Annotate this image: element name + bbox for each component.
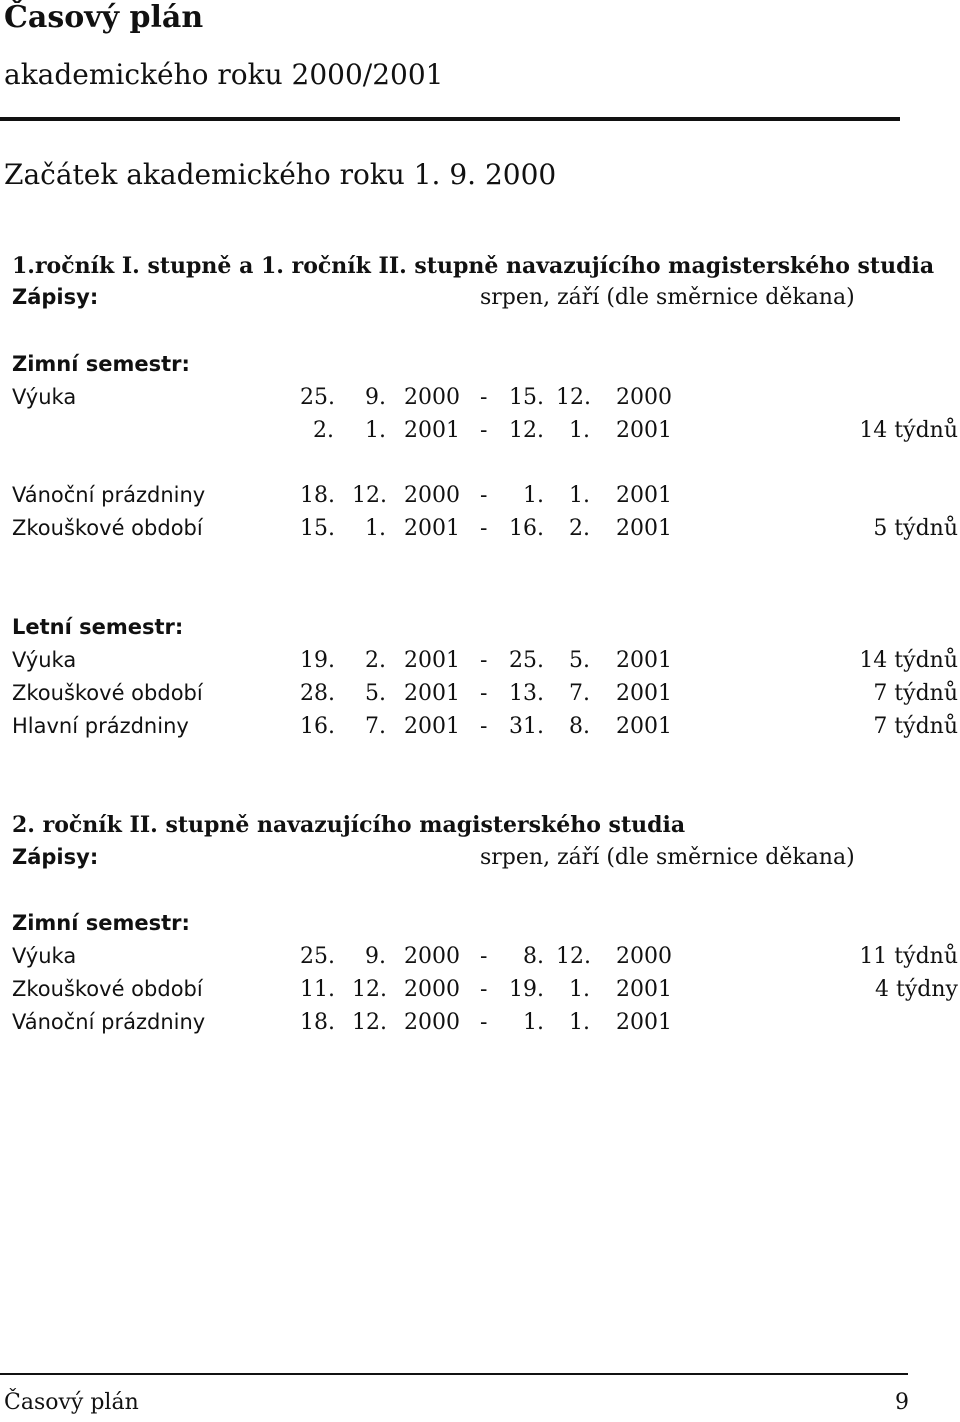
end-day: 25. [509, 648, 544, 673]
week-count: 11 týdnů [859, 944, 958, 969]
enrollment-label: Zápisy: [12, 285, 99, 309]
end-day: 8. [523, 944, 544, 969]
end-year: 2001 [616, 681, 672, 706]
row-label: Zkouškové období [12, 977, 203, 1001]
section-heading-text: 2. ročník II. stupně navazujícího magisterského studia [12, 812, 686, 838]
end-year: 2001 [616, 977, 672, 1002]
schedule-row [0, 977, 960, 1007]
range-dash: - [480, 681, 488, 706]
start-day: 15. [300, 516, 335, 541]
schedule-row [0, 714, 960, 744]
schedule-row [0, 385, 960, 415]
start-month: 9. [365, 385, 386, 410]
end-day: 12. [509, 418, 544, 443]
schedule-row [0, 483, 960, 513]
start-month: 1. [365, 516, 386, 541]
start-day: 19. [300, 648, 335, 673]
top-rule [0, 117, 900, 121]
end-day: 19. [509, 977, 544, 1002]
range-dash: - [480, 516, 488, 541]
row-label: Zkouškové období [12, 681, 203, 705]
range-dash: - [480, 977, 488, 1002]
week-count: 7 týdnů [873, 714, 958, 739]
end-day: 13. [509, 681, 544, 706]
schedule-row [0, 1010, 960, 1040]
start-day: 2. [313, 418, 334, 443]
start-day: 11. [300, 977, 335, 1002]
row-label: Výuka [12, 648, 77, 672]
range-dash: - [480, 385, 488, 410]
end-month: 7. [569, 681, 590, 706]
winter-semester-heading: Zimní semestr: [12, 911, 190, 935]
start-year: 2001 [404, 418, 460, 443]
start-month: 12. [352, 977, 387, 1002]
row-label: Vánoční prázdniny [12, 483, 206, 507]
end-month: 1. [569, 1010, 590, 1035]
schedule-row [0, 681, 960, 711]
start-day: 25. [300, 385, 335, 410]
start-month: 1. [365, 418, 386, 443]
end-year: 2000 [616, 385, 672, 410]
start-year: 2000 [404, 1010, 460, 1035]
end-year: 2001 [616, 483, 672, 508]
end-month: 2. [569, 516, 590, 541]
range-dash: - [480, 483, 488, 508]
start-month: 9. [365, 944, 386, 969]
end-day: 1. [523, 1010, 544, 1035]
page-title: Časový plán [4, 0, 204, 35]
enrollment-value: srpen, září (dle směrnice děkana) [480, 285, 855, 310]
start-year: 2001 [404, 681, 460, 706]
end-year: 2001 [616, 418, 672, 443]
end-year: 2001 [616, 1010, 672, 1035]
start-month: 12. [352, 483, 387, 508]
range-dash: - [480, 418, 488, 443]
start-month: 2. [365, 648, 386, 673]
row-label: Výuka [12, 944, 77, 968]
section-heading-first-year [12, 253, 934, 279]
end-year: 2001 [616, 648, 672, 673]
start-month: 7. [365, 714, 386, 739]
start-day: 18. [300, 483, 335, 508]
start-year: 2000 [404, 385, 460, 410]
start-month: 12. [352, 1010, 387, 1035]
start-year: 2001 [404, 516, 460, 541]
end-year: 2001 [616, 714, 672, 739]
week-count: 7 týdnů [873, 681, 958, 706]
range-dash: - [480, 1010, 488, 1035]
start-year: 2000 [404, 944, 460, 969]
summer-semester-heading: Letní semestr: [12, 615, 184, 639]
start-year: 2001 [404, 648, 460, 673]
start-year: 2001 [404, 714, 460, 739]
enrollment-value: srpen, září (dle směrnice děkana) [480, 845, 855, 870]
range-dash: - [480, 944, 488, 969]
row-label: Hlavní prázdniny [12, 714, 189, 738]
schedule-row [0, 648, 960, 678]
end-month: 5. [569, 648, 590, 673]
week-count: 5 týdnů [873, 516, 958, 541]
start-day: 18. [300, 1010, 335, 1035]
end-year: 2001 [616, 516, 672, 541]
start-day: 25. [300, 944, 335, 969]
end-month: 8. [569, 714, 590, 739]
end-month: 1. [569, 483, 590, 508]
academic-year-start: Začátek akademického roku 1. 9. 2000 [4, 158, 557, 191]
schedule-row [0, 418, 960, 448]
page-number: 9 [895, 1390, 909, 1415]
schedule-row [0, 516, 960, 546]
page-subtitle: akademického roku 2000/2001 [4, 58, 444, 91]
winter-semester-heading: Zimní semestr: [12, 352, 190, 376]
end-day: 1. [523, 483, 544, 508]
section-heading-second-year [12, 812, 685, 838]
range-dash: - [480, 648, 488, 673]
start-year: 2000 [404, 977, 460, 1002]
range-dash: - [480, 714, 488, 739]
footer-title: Časový plán [4, 1390, 139, 1415]
start-day: 16. [300, 714, 335, 739]
end-day: 15. [509, 385, 544, 410]
end-day: 31. [509, 714, 544, 739]
week-count: 14 týdnů [859, 648, 958, 673]
row-label: Vánoční prázdniny [12, 1010, 206, 1034]
end-month: 1. [569, 418, 590, 443]
end-day: 16. [509, 516, 544, 541]
enrollment-label: Zápisy: [12, 845, 99, 869]
start-month: 5. [365, 681, 386, 706]
end-month: 12. [556, 385, 591, 410]
end-month: 1. [569, 977, 590, 1002]
row-label: Zkouškové období [12, 516, 203, 540]
end-year: 2000 [616, 944, 672, 969]
row-label: Výuka [12, 385, 77, 409]
footer-rule [0, 1373, 908, 1375]
end-month: 12. [556, 944, 591, 969]
start-year: 2000 [404, 483, 460, 508]
start-day: 28. [300, 681, 335, 706]
schedule-row [0, 944, 960, 974]
week-count: 14 týdnů [859, 418, 958, 443]
section-heading-text: 1.ročník I. stupně a 1. ročník II. stupně navazujícího magisterského studia [12, 253, 935, 279]
week-count: 4 týdny [875, 977, 958, 1002]
